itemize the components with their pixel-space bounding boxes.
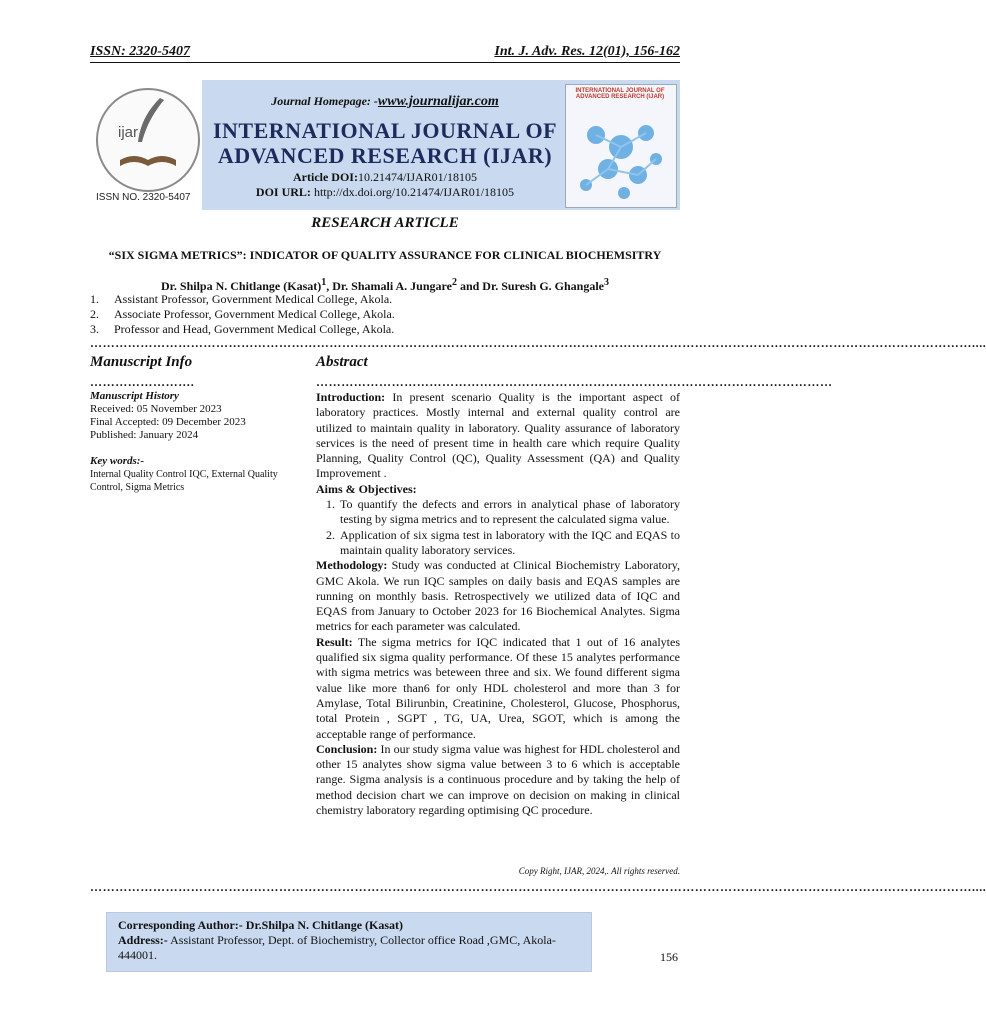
- affiliation-item: 3. Professor and Head, Government Medical College, Akola.: [90, 322, 395, 336]
- doi-block: Article DOI:10.21474/IJAR01/18105 DOI URL: http://dx.doi.org/10.21474/IJAR01/18105: [255, 170, 515, 199]
- journal-title: INTERNATIONAL JOURNAL OF ADVANCED RESEARCH (IJAR): [212, 118, 558, 168]
- cover-title: INTERNATIONAL JOURNAL OF ADVANCED RESEARCH (IJAR): [575, 88, 665, 100]
- keywords: Internal Quality Control IQC, External Quality Control, Sigma Metrics: [90, 469, 278, 493]
- affiliation-list: [90, 292, 680, 337]
- aims-list: [316, 497, 680, 558]
- dotted-separator-bottom: …………………………………………………………………………………………………………………………………………………………………………………………....: [90, 880, 986, 894]
- author-list: Dr. Shilpa N. Chitlange (Kasat)$^1$, Dr. Shamali A. Jungare$^2$ and Dr. Suresh G. Ghangale$^3$: [161, 277, 609, 293]
- aim-item: 2. Application of six sigma test in laboratory with the IQC and EQAS to maintain quality laboratory services.: [338, 528, 680, 559]
- abstract-conclusion: Conclusion: In our study sigma value was highest for HDL cholesterol and other 15 analytes show sigma value between 3 to 6 which is acceptable range. Sigma analysis is a continuous procedure and by taking the help of method decision chart we can improve on decision on making in clinical chemistry laboratory regarding optimising QC procedure.: [316, 741, 680, 818]
- page-number: 156: [660, 950, 678, 964]
- affiliation-item: 2. Associate Professor, Government Medical College, Akola.: [90, 307, 395, 321]
- copyright-notice: Copy Right, IJAR, 2024,. All rights reserved.: [518, 866, 680, 876]
- aims-label: Aims & Objectives:: [316, 481, 417, 496]
- keywords-label: Key words:-: [90, 455, 145, 467]
- published-date: Published: January 2024: [90, 429, 199, 441]
- abstract-methodology: Methodology: Study was conducted at Clinical Biochemistry Laboratory, GMC Akola. We run IQC samples on daily basis and EQAS samples are running on monthly basis. Retrospectively we utilized data of IQC and EQAS from January to October 2023 for 16 Biochemical Analytes. Sigma metrics for each parameter was calculated.: [316, 558, 680, 634]
- article-type: RESEARCH ARTICLE: [311, 215, 459, 231]
- accepted-date: Final Accepted: 09 December 2023: [90, 416, 246, 428]
- received-date: Received: 05 November 2023: [90, 403, 222, 415]
- dotted-separator-right: ……………………………………………………………………………………………………………: [316, 375, 833, 389]
- logo-issn: ISSN NO. 2320-5407: [96, 192, 191, 203]
- corresponding-author-name: Corresponding Author:- Dr.Shilpa N. Chitlange (Kasat): [118, 918, 404, 932]
- abstract-introduction: Introduction: In present scenario Quality is the important aspect of laboratory practices. Mostly internal and external quality control are utilized to maintain quality in laboratory. Quality assurance of laboratory services is the need of present time in health care which require Quality Planning, Quality Control (QC), Quality Assessment (QA) and Quality Improvement .: [316, 390, 680, 481]
- abstract-body: [316, 390, 680, 818]
- corresponding-author: [118, 918, 588, 963]
- running-header-issn: ISSN: 2320-5407: [90, 44, 190, 59]
- logo-text: ijar: [118, 124, 139, 141]
- dotted-separator-left: …………………….: [90, 375, 195, 389]
- aim-item: 1. To quantify the defects and errors in analytical phase of laboratory testing by sigma metrics and to represent the calculated sigma value.: [338, 497, 680, 528]
- manuscript-info-heading: Manuscript Info: [90, 354, 193, 370]
- header-rule: [90, 62, 680, 63]
- abstract-heading: Abstract: [316, 354, 368, 370]
- dotted-separator-top: …………………………………………………………………………………………………………………………………………………………………………………………....: [90, 336, 986, 350]
- running-header-citation: Int. J. Adv. Res. 12(01), 156-162: [494, 44, 680, 59]
- journal-cover-image: [565, 84, 677, 208]
- doi-url-link[interactable]: http://dx.doi.org/10.21474/IJAR01/18105: [310, 185, 515, 199]
- article-doi: 10.21474/IJAR01/18105: [357, 170, 477, 184]
- journal-homepage: Journal Homepage: -www.journalijar.com: [271, 94, 499, 109]
- abstract-result: Result: The sigma metrics for IQC indicated that 1 out of 16 analytes qualified six sigma quality performance. Of these 15 analytes performance with sigma metrics was beteween three and six. We found different sigma value like more than6 for only HDL cholesterol and more than 3 for Amylase, Total Bilirunbin, Creatinine, Cholesterol, Glucose, Phosphorus, total Protein , SGPT , TG, UA, Urea, SGOT, which is among the acceptable range of performance.: [316, 634, 680, 741]
- manuscript-info: [90, 390, 300, 494]
- article-title: “SIX SIGMA METRICS”: INDICATOR OF QUALITY ASSURANCE FOR CLINICAL BIOCHEMSITRY: [108, 248, 662, 262]
- molecule-icon: [566, 85, 676, 207]
- quill-book-icon: [98, 90, 198, 190]
- affiliation-item: 1. Assistant Professor, Government Medical College, Akola.: [90, 292, 393, 306]
- corresponding-author-address: Address:- Assistant Professor, Dept. of Biochemistry, Collector office Road ,GMC, Akola-444001.: [118, 933, 556, 962]
- journal-logo: [96, 88, 200, 192]
- history-label: Manuscript History: [90, 390, 179, 402]
- journal-homepage-link[interactable]: www.journalijar.com: [377, 94, 499, 109]
